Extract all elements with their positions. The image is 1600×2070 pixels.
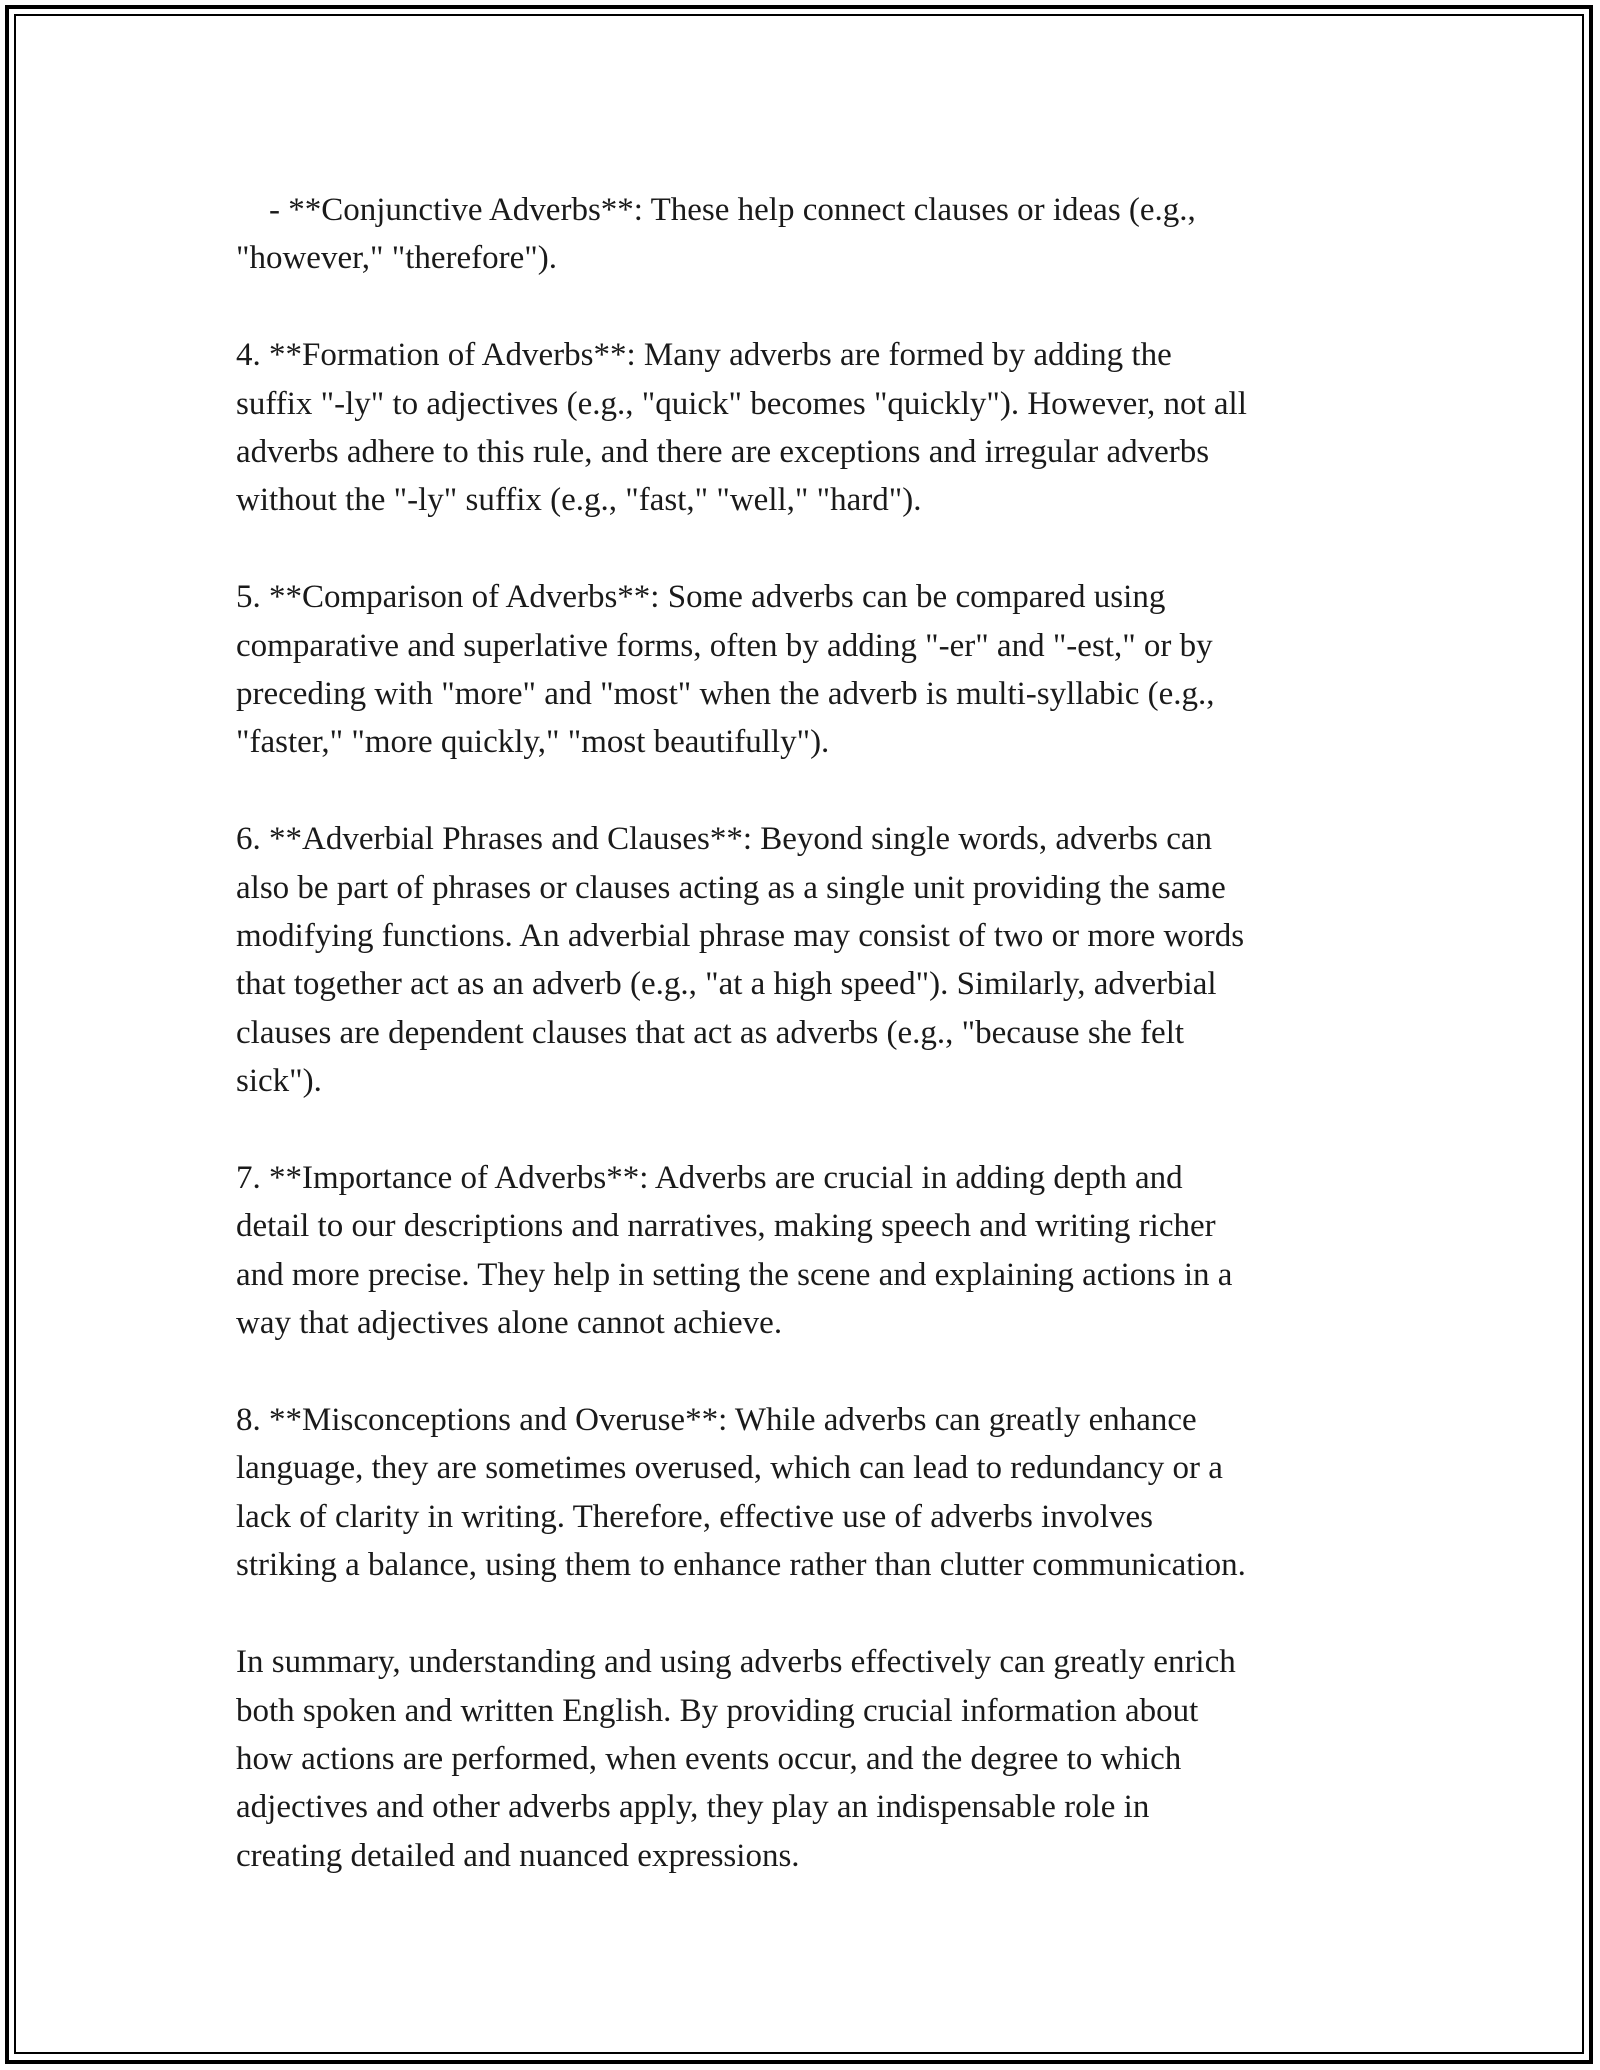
paragraph-adverbial-phrases-and-clauses: 6. **Adverbial Phrases and Clauses**: Beyond single words, adverbs can also be part of phrases or clauses acting as a single unit providing the same modifying functions. An adverbial phrase may consist of two or more words that together act as an adverb (e.g., "at a high speed"). Similarly, adverbial clauses are dependent clauses that act as adverbs (e.g., "because she felt sick").: [236, 821, 1245, 1100]
paragraph-comparison-of-adverbs: 5. **Comparison of Adverbs**: Some adverbs can be compared using comparative and superlative forms, often by adding "-er" and "-est," or by preceding with "more" and "most" when the adverb is multi-syllabic (e.g., "faster," "more quickly," "most beautifully").: [236, 579, 1215, 761]
paragraph-misconceptions-and-overuse: 8. **Misconceptions and Overuse**: While adverbs can greatly enhance language, they are sometimes overused, which can lead to redundancy or a lack of clarity in writing. Therefore, effective use of adverbs involves striking a balance, using them to enhance rather than clutter communication.: [236, 1402, 1246, 1584]
paragraph-summary: In summary, understanding and using adverbs effectively can greatly enrich both spoken and written English. By providing crucial information about how actions are performed, when events occur, and the degree to which adjectives and other adverbs apply, they play an indispensable role in creating detailed and nuanced expressions.: [236, 1644, 1236, 1874]
paragraph-conjunctive-adverbs: - **Conjunctive Adverbs**: These help connect clauses or ideas (e.g., "however," "therefore").: [236, 192, 1196, 277]
paragraph-importance-of-adverbs: 7. **Importance of Adverbs**: Adverbs are crucial in adding depth and detail to our descriptions and narratives, making speech and writing richer and more precise. They help in setting the scene and explaining actions in a way that adjectives alone cannot achieve.: [236, 1160, 1233, 1342]
document-body: [236, 186, 1376, 1880]
paragraph-formation-of-adverbs: 4. **Formation of Adverbs**: Many adverbs are formed by adding the suffix "-ly" to adjectives (e.g., "quick" becomes "quickly"). However, not all adverbs adhere to this rule, and there are exceptions and irregular adverbs without the "-ly" suffix (e.g., "fast," "well," "hard").: [236, 337, 1247, 519]
